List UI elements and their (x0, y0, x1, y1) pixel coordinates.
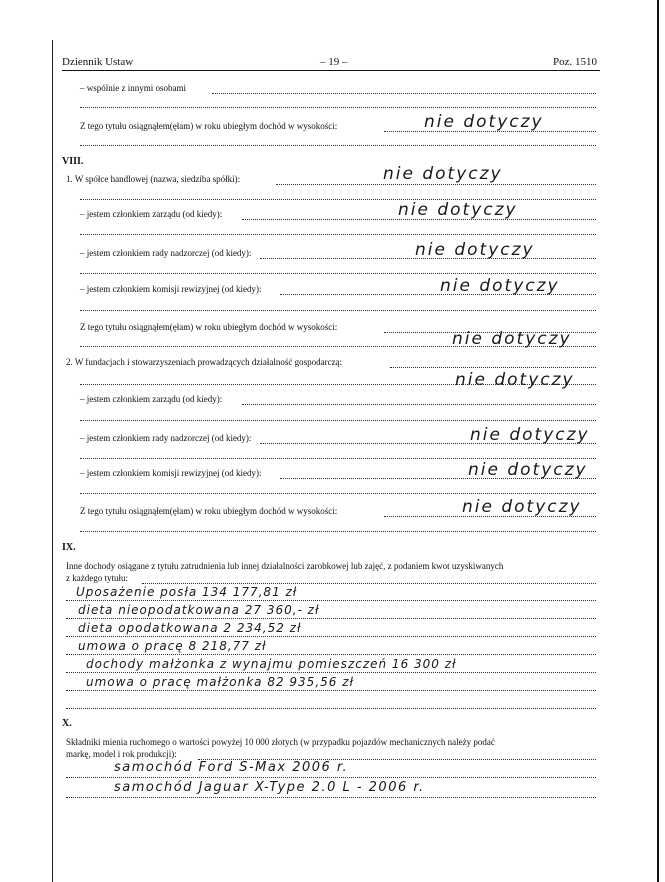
handwritten-answer: nie dotyczy (415, 240, 535, 260)
handwritten-answer: nie dotyczy (398, 200, 518, 220)
dotted-line (80, 384, 596, 385)
dotted-line (142, 583, 596, 584)
section-viii-heading: VIII. (62, 156, 84, 167)
handwritten-answer: nie dotyczy (452, 329, 572, 349)
dotted-line (66, 654, 596, 655)
income-entry: dochody małżonka z wynajmu pomieszczeń 16 300 zł (86, 657, 457, 671)
dotted-line (80, 273, 596, 274)
dotted-line (66, 777, 596, 778)
foundations-label: 2. W fundacjach i stowarzyszeniach prowadzących działalność gospodarczą: (66, 357, 343, 367)
jointly-label: – wspólnie z innymi osobami (80, 83, 186, 93)
income-label: Z tego tytułu osiągnąłem(ęłam) w roku ubiegłym dochód w wysokości: (80, 121, 338, 131)
income-entry: dieta nieopodatkowana 27 360,- zł (78, 603, 320, 617)
handwritten-answer: nie dotyczy (455, 370, 575, 390)
movable-property-label-continued: markę, model i rok produkcji): (66, 749, 177, 759)
dotted-line (66, 618, 596, 619)
dotted-line (276, 184, 596, 185)
income-label: Z tego tytułu osiągnąłem(ęłam) w roku ubiegłym dochód w wysokości: (80, 506, 338, 516)
header-divider (62, 70, 600, 71)
handwritten-answer: nie dotyczy (383, 164, 503, 184)
dotted-line (80, 107, 596, 108)
dotted-line (66, 797, 596, 798)
dotted-line (212, 93, 596, 94)
dotted-line (242, 404, 596, 405)
income-entry: umowa o pracę małżonka 82 935,56 zł (86, 675, 354, 689)
audit-committee-label: – jestem członkiem komisji rewizyjnej (od kiedy): (80, 468, 262, 478)
dotted-line (390, 367, 596, 368)
dotted-line (66, 672, 596, 673)
dotted-line (80, 458, 596, 459)
handwritten-answer: nie dotyczy (424, 112, 544, 132)
board-member-label: – jestem członkiem zarządu (od kiedy): (80, 209, 223, 219)
board-member-label: – jestem członkiem zarządu (od kiedy): (80, 394, 223, 404)
dotted-line (66, 708, 596, 709)
dotted-line (80, 145, 596, 146)
supervisory-board-label: – jestem członkiem rady nadzorczej (od kiedy): (80, 433, 252, 443)
dotted-line (80, 310, 596, 311)
scan-border-right (657, 0, 659, 882)
supervisory-board-label: – jestem członkiem rady nadzorczej (od kiedy): (80, 248, 252, 258)
other-income-label-continued: z każdego tytułu: (66, 573, 128, 583)
section-ix-heading: IX. (62, 542, 76, 553)
vehicle-entry: samochód Ford S-Max 2006 r. (114, 760, 349, 775)
income-entry: dieta opodatkowana 2 234,52 zł (78, 621, 302, 635)
other-income-label: Inne dochody osiągane z tytułu zatrudnienia lub innej działalności zarobkowej lub zajęć, z podaniem kwot uzyskiwanych (66, 561, 504, 571)
dotted-line (80, 493, 596, 494)
income-entry: umowa o pracę 8 218,77 zł (78, 639, 267, 653)
handwritten-answer: nie dotyczy (468, 460, 588, 480)
handwritten-answer: nie dotyczy (470, 425, 590, 445)
handwritten-answer: nie dotyczy (462, 497, 582, 517)
income-entry: Uposażenie posła 134 177,81 zł (76, 585, 298, 599)
dotted-line (80, 234, 596, 235)
dotted-line (80, 199, 596, 200)
handwritten-answer: nie dotyczy (440, 276, 560, 296)
journal-name: Dziennik Ustaw (62, 56, 134, 68)
dotted-line (80, 420, 596, 421)
dotted-line (80, 531, 596, 532)
movable-property-label: Składniki mienia ruchomego o wartości powyżej 10 000 złotych (w przypadku pojazdów mechanicznych należy podać (66, 737, 495, 747)
dotted-line (66, 636, 596, 637)
scan-border-left (52, 40, 53, 882)
audit-committee-label: – jestem członkiem komisji rewizyjnej (od kiedy): (80, 284, 262, 294)
position-number: Poz. 1510 (553, 56, 597, 68)
section-x-heading: X. (62, 718, 72, 729)
page-number: – 19 – (320, 56, 348, 68)
dotted-line (66, 690, 596, 691)
company-label: 1. W spółce handlowej (nazwa, siedziba spółki): (66, 174, 241, 184)
vehicle-entry: samochód Jaguar X-Type 2.0 L - 2006 r. (114, 780, 425, 795)
dotted-line (66, 600, 596, 601)
income-label: Z tego tytułu osiągnąłem(ęłam) w roku ubiegłym dochód w wysokości: (80, 322, 338, 332)
